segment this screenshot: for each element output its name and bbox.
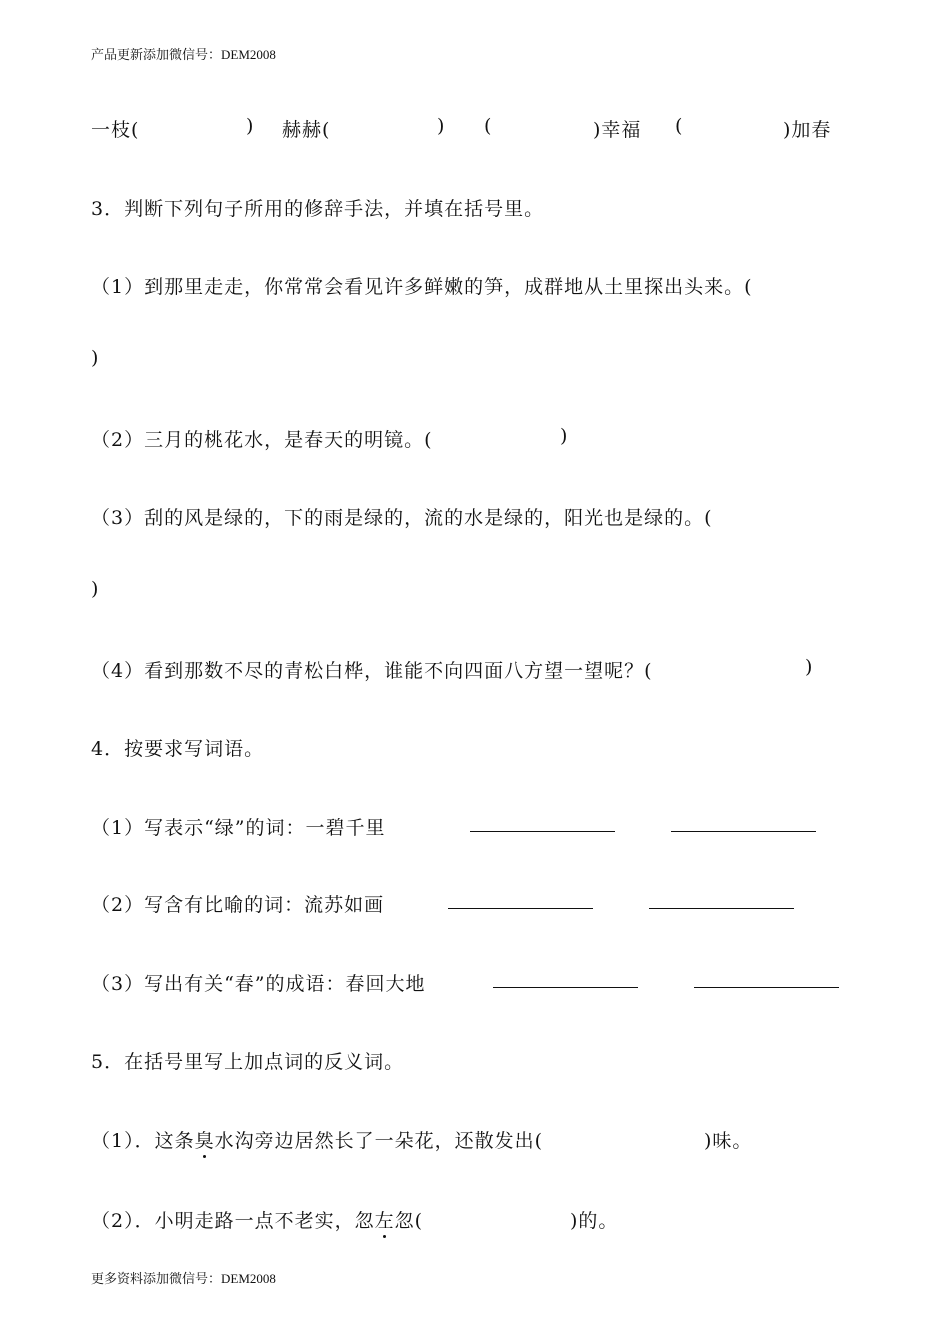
answer-blank[interactable]: [694, 969, 839, 988]
question-5-item-1-row: [0, 1126, 950, 1152]
page-header: 产品更新添加微信号：DEM2008: [91, 47, 276, 62]
fill-item-4: (: [675, 115, 684, 137]
fill-item-4-close: )加春: [783, 119, 832, 141]
question-3-item-2-row: [0, 425, 950, 451]
question-4-item-2-row: [0, 890, 950, 916]
question-5-title: 5．在括号里写上加点词的反义词。: [91, 1051, 405, 1073]
question-4-item-2: （2）写含有比喻的词：流苏如画: [91, 894, 385, 916]
answer-blank[interactable]: [448, 890, 593, 909]
question-4-item-1-row: [0, 813, 950, 839]
question-3-title: 3．判断下列句子所用的修辞手法，并填在括号里。: [91, 198, 545, 220]
dotted-word: 左: [374, 1210, 395, 1232]
question-3-item-3: （3）刮的风是绿的，下的雨是绿的，流的水是绿的，阳光也是绿的。(: [91, 507, 713, 529]
question-3-item-4-close: ): [805, 656, 814, 678]
fill-item-3: (: [484, 115, 493, 137]
word-fill-row: [0, 115, 950, 141]
question-5-item-1-pre: （1）．这条: [91, 1130, 195, 1152]
answer-blank[interactable]: [493, 969, 638, 988]
question-5-item-2: [91, 1206, 423, 1233]
question-3-item-2-close: ): [560, 425, 569, 447]
question-3-item-3-close: ): [91, 578, 100, 600]
answer-blank[interactable]: [671, 813, 816, 832]
question-5-item-1-close: )味。: [704, 1130, 753, 1152]
question-4-title: 4．按要求写词语。: [91, 738, 265, 760]
question-3-item-2: （2）三月的桃花水，是春天的明镜。(: [91, 429, 433, 451]
question-5-item-1: [91, 1126, 543, 1153]
answer-blank[interactable]: [649, 890, 794, 909]
question-5-item-2-close: )的。: [570, 1210, 619, 1232]
question-3-item-1-close: ): [91, 347, 100, 369]
question-4-item-3: （3）写出有关“春”的成语：春回大地: [91, 973, 426, 995]
question-5-item-2-pre: （2）．小明走路一点不老实，忽: [91, 1210, 375, 1232]
question-3-item-4: （4）看到那数不尽的青松白桦，谁能不向四面八方望一望呢？(: [91, 660, 653, 682]
question-3-item-1: （1）到那里走走，你常常会看见许多鲜嫩的笋，成群地从土里探出头来。(: [91, 276, 753, 298]
question-4-item-1: （1）写表示“绿”的词：一碧千里: [91, 817, 386, 839]
fill-item-1-close: ): [246, 115, 255, 137]
dotted-word: 臭: [194, 1130, 215, 1152]
fill-item-2: 赫赫(: [282, 119, 331, 141]
question-5-item-2-row: [0, 1206, 950, 1232]
fill-item-2-close: ): [437, 115, 446, 137]
page-footer: 更多资料添加微信号：DEM2008: [91, 1271, 276, 1286]
question-4-item-3-row: [0, 969, 950, 995]
question-3-item-4-row: [0, 656, 950, 682]
answer-blank[interactable]: [470, 813, 615, 832]
question-5-item-2-post: 忽(: [394, 1210, 424, 1232]
fill-item-3-close: )幸福: [593, 119, 642, 141]
fill-item-1: 一枝(: [91, 119, 140, 141]
question-5-item-1-post: 水沟旁边居然长了一朵花，还散发出(: [214, 1130, 544, 1152]
